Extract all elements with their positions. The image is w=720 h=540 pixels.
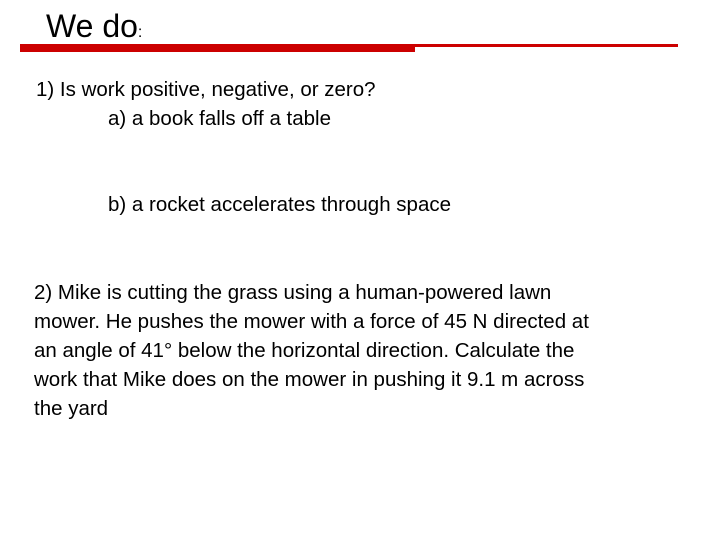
question-2-line: an angle of 41° below the horizontal direction. Calculate the [34, 339, 575, 362]
question-2-line: work that Mike does on the mower in pushing it 9.1 m across [34, 368, 585, 391]
question-2-line: the yard [34, 397, 109, 420]
title-underline-thick [20, 46, 415, 52]
question-2-line: mower. He pushes the mower with a force of 45 N directed at [34, 310, 589, 333]
question-2-line: 2) Mike is cutting the grass using a human-powered lawn [34, 281, 552, 304]
question-1-prompt: 1) Is work positive, negative, or zero? [36, 78, 376, 101]
question-1-part-a: a) a book falls off a table [108, 107, 331, 130]
title-colon: : [137, 24, 143, 41]
question-2-paragraph [34, 278, 714, 423]
question-1-part-b: b) a rocket accelerates through space [108, 193, 451, 216]
title-text: We do [46, 8, 138, 44]
